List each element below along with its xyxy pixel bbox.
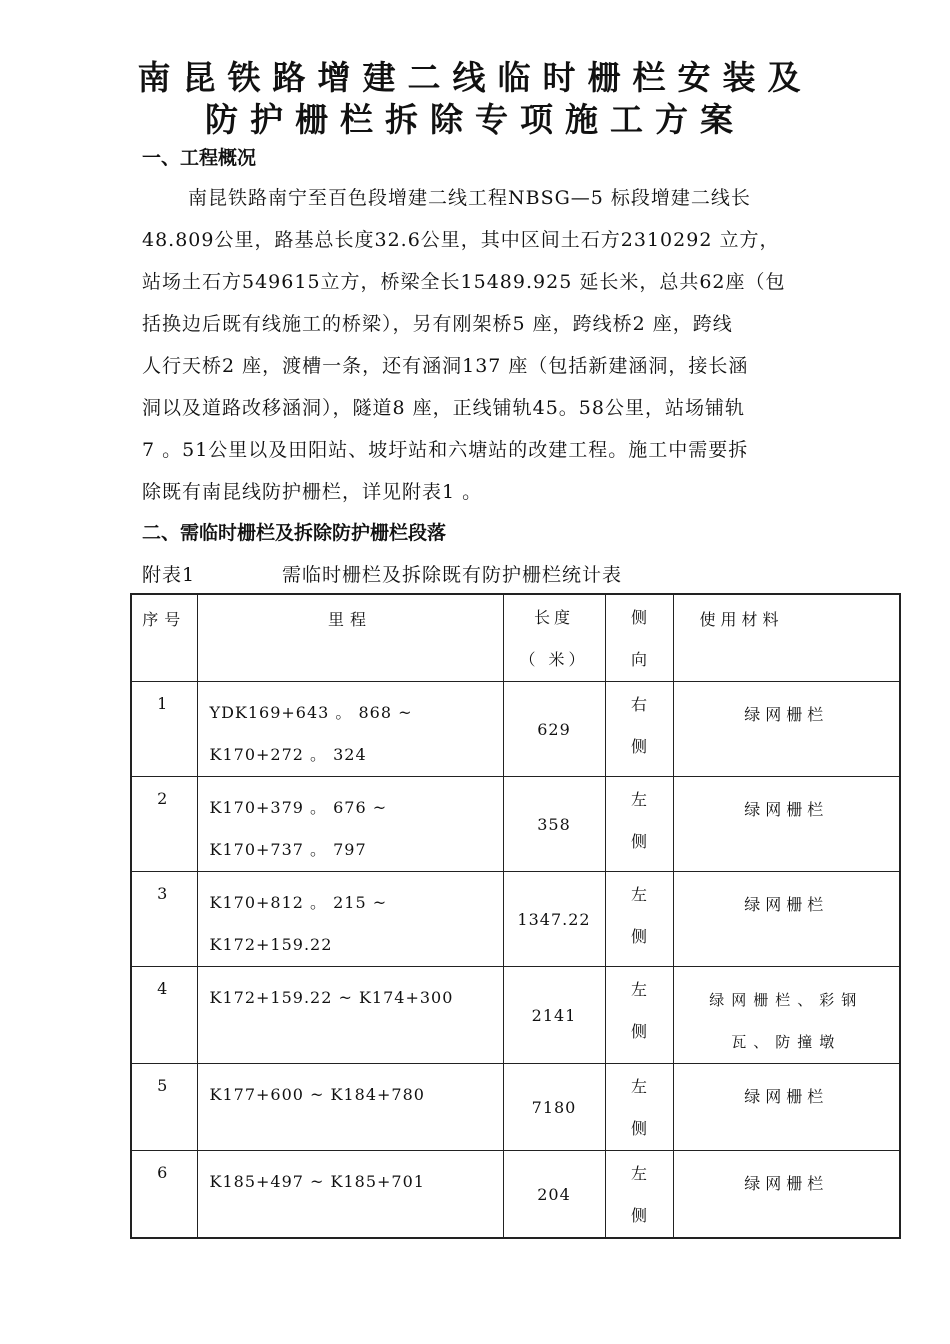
cell-length: 358 xyxy=(503,777,605,872)
mileage-line2: K172+159.22 xyxy=(209,935,333,954)
material-line1: 绿网栅栏 xyxy=(744,800,829,819)
cell-no xyxy=(131,1064,197,1151)
side-1: 右 xyxy=(630,695,647,714)
table-row xyxy=(131,872,900,967)
side-1: 左 xyxy=(630,790,647,809)
header-no: 序号 xyxy=(142,610,187,629)
cell-side xyxy=(605,872,673,967)
cell-material xyxy=(673,967,900,1064)
side-2: 侧 xyxy=(630,927,647,946)
paragraph-line: 除既有南昆线防护栅栏，详见附表1 。 xyxy=(142,481,483,503)
cell-length: 204 xyxy=(503,1151,605,1239)
material-line1: 绿网栅栏、彩钢 xyxy=(709,991,864,1009)
mileage-line1: K177+600 ~ K184+780 xyxy=(209,1085,425,1104)
cell-mileage xyxy=(197,1151,503,1239)
side-2: 侧 xyxy=(630,832,647,851)
mileage-line1: YDK169+643 。 868 ~ xyxy=(209,703,413,722)
header-length: 长度 xyxy=(533,608,574,627)
document-title-line1: 南昆铁路增建二线临时栅栏安装及 xyxy=(137,58,813,97)
material-line1: 绿网栅栏 xyxy=(744,895,829,914)
row-number: 1 xyxy=(157,694,172,713)
cell-material xyxy=(673,872,900,967)
cell-side xyxy=(605,1151,673,1239)
cell-length: 1347.22 xyxy=(503,872,605,967)
header-side-2: 向 xyxy=(630,650,647,669)
table-row xyxy=(131,967,900,1064)
paragraph-line: 括换边后既有线施工的桥梁），另有刚架桥5 座，跨线桥2 座，跨线 xyxy=(142,313,733,335)
table-row xyxy=(131,1151,900,1239)
table-caption-text: 需临时栅栏及拆除既有防护栅栏统计表 xyxy=(282,564,623,586)
cell-material xyxy=(673,1151,900,1239)
paragraph-line: 48.809公里，路基总长度32.6公里，其中区间土石方2310292 立方， xyxy=(142,229,780,251)
cell-side xyxy=(605,777,673,872)
header-cell-material xyxy=(673,594,900,682)
header-material: 使用材料 xyxy=(699,610,784,629)
side-1: 左 xyxy=(630,1164,647,1183)
side-1: 左 xyxy=(630,980,647,999)
mileage-line1: K185+497 ~ K185+701 xyxy=(209,1172,425,1191)
fence-statistics-table xyxy=(130,593,901,1239)
paragraph-line: 南昆铁路南宁至百色段增建二线工程NBSG—5 标段增建二线长 xyxy=(188,187,751,209)
row-number: 6 xyxy=(157,1163,172,1182)
cell-no xyxy=(131,777,197,872)
row-number: 3 xyxy=(157,884,172,903)
paragraph-line: 站场土石方549615立方，桥梁全长15489.925 延长米，总共62座（包 xyxy=(142,271,786,293)
cell-mileage xyxy=(197,682,503,777)
material-line1: 绿网栅栏 xyxy=(744,1087,829,1106)
paragraph-line: 7 。51公里以及田阳站、坡圩站和六塘站的改建工程。施工中需要拆 xyxy=(142,439,749,461)
cell-material xyxy=(673,1064,900,1151)
row-number: 2 xyxy=(157,789,172,808)
side-1: 左 xyxy=(630,1077,647,1096)
table-row xyxy=(131,777,900,872)
cell-side xyxy=(605,967,673,1064)
cell-side xyxy=(605,1064,673,1151)
document-title-line2: 防护栅栏拆除专项施工方案 xyxy=(205,100,745,139)
section2-heading: 二、需临时栅栏及拆除防护栅栏段落 xyxy=(142,522,447,544)
side-2: 侧 xyxy=(630,1206,647,1225)
cell-no xyxy=(131,872,197,967)
header-mileage: 里程 xyxy=(327,610,372,629)
row-number: 4 xyxy=(157,979,172,998)
paragraph-line: 洞以及道路改移涵洞），隧道8 座，正线铺轨45。58公里，站场铺轨 xyxy=(142,397,745,419)
header-length-unit: （ 米） xyxy=(519,650,589,669)
mileage-line1: K170+379 。 676 ~ xyxy=(209,798,388,817)
mileage-line2: K170+737 。 797 xyxy=(209,840,367,859)
cell-mileage xyxy=(197,1064,503,1151)
table-row xyxy=(131,1064,900,1151)
header-cell-mileage xyxy=(197,594,503,682)
cell-no xyxy=(131,682,197,777)
paragraph-line: 人行天桥2 座，渡槽一条，还有涵洞137 座（包括新建涵洞，接长涵 xyxy=(142,355,749,377)
header-cell-length xyxy=(503,594,605,682)
section1-heading: 一、工程概况 xyxy=(142,147,257,169)
table-row xyxy=(131,682,900,777)
material-line1: 绿网栅栏 xyxy=(744,1174,829,1193)
cell-length: 629 xyxy=(503,682,605,777)
cell-mileage xyxy=(197,967,503,1064)
table-header-row xyxy=(131,594,900,682)
cell-mileage xyxy=(197,872,503,967)
cell-material xyxy=(673,682,900,777)
cell-length: 2141 xyxy=(503,967,605,1064)
cell-length: 7180 xyxy=(503,1064,605,1151)
project-overview-paragraph xyxy=(142,177,848,513)
material-line1: 绿网栅栏 xyxy=(744,705,829,724)
header-cell-no xyxy=(131,594,197,682)
side-1: 左 xyxy=(630,885,647,904)
side-2: 侧 xyxy=(630,737,647,756)
header-cell-side xyxy=(605,594,673,682)
side-2: 侧 xyxy=(630,1119,647,1138)
mileage-line2: K170+272 。 324 xyxy=(209,745,367,764)
mileage-line1: K172+159.22 ~ K174+300 xyxy=(209,988,454,1007)
cell-no xyxy=(131,1151,197,1239)
cell-material xyxy=(673,777,900,872)
cell-no xyxy=(131,967,197,1064)
material-line2: 瓦、防撞墩 xyxy=(731,1033,842,1051)
mileage-line1: K170+812 。 215 ~ xyxy=(209,893,388,912)
table-caption-label: 附表1 xyxy=(142,564,196,586)
row-number: 5 xyxy=(157,1076,172,1095)
cell-mileage xyxy=(197,777,503,872)
header-side-1: 侧 xyxy=(630,608,647,627)
side-2: 侧 xyxy=(630,1022,647,1041)
cell-side xyxy=(605,682,673,777)
